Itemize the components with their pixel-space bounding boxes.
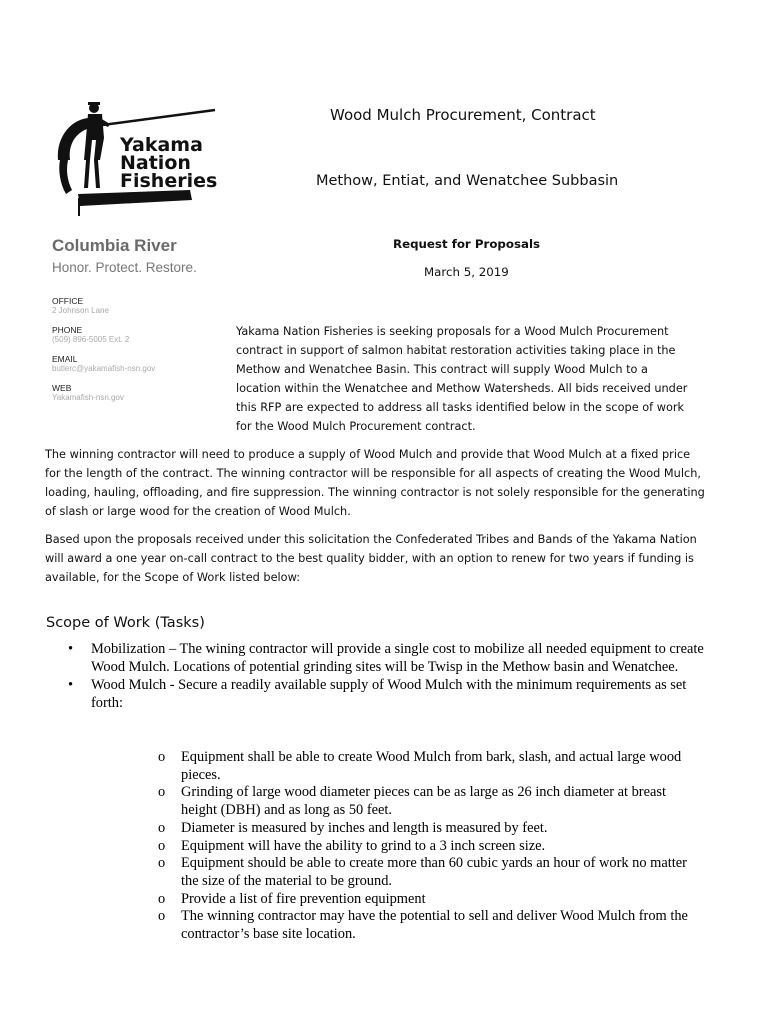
sub-bullet-marker: o bbox=[158, 784, 166, 801]
rfp-heading: Request for Proposals bbox=[393, 237, 541, 251]
document-subtitle: Methow, Entiat, and Wenatchee Subbasin bbox=[316, 173, 619, 189]
award-paragraph: Based upon the proposals received under this solicitation the Confederated Tribes and Bands of the Yakama Nation will award a one year on-call contract to the best quality bidder, with an option to renew for two years if funding is available, for the Scope of Work listed below: bbox=[45, 533, 697, 584]
list-item bbox=[158, 891, 698, 909]
logo-text-line2: Nation bbox=[120, 152, 191, 174]
email-value[interactable]: butlerc@yakamafish-nsn.gov bbox=[52, 364, 156, 373]
sub-item-text: Diameter is measured by inches and length is measured by feet. bbox=[181, 819, 548, 836]
logo-text-line3: Fisheries bbox=[120, 170, 218, 192]
bullet-text: Wood Mulch - Secure a readily available supply of Wood Mulch with the minimum requirements as set forth: bbox=[91, 677, 687, 711]
document-date: March 5, 2019 bbox=[424, 265, 509, 279]
email-label: EMAIL bbox=[52, 354, 78, 364]
list-item bbox=[64, 676, 704, 712]
document-title: Wood Mulch Procurement, Contract bbox=[330, 106, 596, 124]
sub-bullet-marker: o bbox=[158, 890, 166, 907]
sub-bullet-marker: o bbox=[158, 908, 166, 925]
bullet-text: Mobilization – The wining contractor will provide a single cost to mobilize all needed equipment to create Wood Mulch. Locations of potential grinding sites will be Twisp in the Methow basin and Wenatchee. bbox=[91, 641, 704, 675]
sub-item-text: Equipment should be able to create more than 60 cubic yards an hour of work no matter the size of the material to be ground. bbox=[181, 855, 687, 889]
org-name: Columbia River bbox=[52, 236, 177, 255]
scope-bullet-list bbox=[64, 640, 704, 712]
yakama-nation-fisheries-logo bbox=[50, 98, 220, 218]
sub-item-text: Equipment will have the ability to grind to a 3 inch screen size. bbox=[181, 837, 546, 854]
list-item bbox=[158, 749, 698, 784]
list-item bbox=[158, 855, 698, 890]
intro-paragraph: Yakama Nation Fisheries is seeking proposals for a Wood Mulch Procurement contract in support of salmon habitat restoration activities taking place in the Methow and Wenatchee Basin. This contract will supply Wood Mulch to a location within the Wenatchee and Methow Watersheds. All bids received under this RFP are expected to address all tasks identified below in the scope of work for the Wood Mulch Procurement contract. bbox=[236, 325, 688, 433]
org-tagline: Honor. Protect. Restore. bbox=[52, 260, 197, 275]
sub-bullet-marker: o bbox=[158, 837, 166, 854]
phone-label: PHONE bbox=[52, 325, 83, 335]
sub-item-text: Provide a list of fire prevention equipment bbox=[181, 890, 426, 907]
phone-value: (509) 896-5005 Ext. 2 bbox=[52, 335, 130, 344]
contractor-paragraph: The winning contractor will need to produce a supply of Wood Mulch and provide that Wood Mulch at a fixed price for the length of the contract. The winning contractor will be responsible for all aspects of creating the Wood Mulch, loading, hauling, offloading, and fire suppression. The winning contractor is not solely responsible for the generating of slash or large wood for the creation of Wood Mulch. bbox=[45, 448, 705, 518]
list-item bbox=[158, 820, 698, 838]
office-label: OFFICE bbox=[52, 296, 84, 306]
list-item bbox=[158, 784, 698, 819]
list-item bbox=[158, 838, 698, 856]
web-label: WEB bbox=[52, 383, 72, 393]
office-value: 2 Johnson Lane bbox=[52, 306, 109, 315]
list-item bbox=[158, 908, 698, 943]
sub-item-text: Equipment shall be able to create Wood Mulch from bark, slash, and actual large wood pieces. bbox=[181, 749, 682, 783]
wood-mulch-requirements-list bbox=[158, 749, 698, 944]
sub-bullet-marker: o bbox=[158, 749, 166, 765]
web-value[interactable]: Yakamafish-nsn.gov bbox=[52, 393, 124, 402]
bullet-marker: • bbox=[68, 641, 74, 657]
sub-bullet-marker: o bbox=[158, 855, 166, 872]
logo-text-line1: Yakama bbox=[120, 134, 203, 156]
list-item bbox=[64, 640, 704, 676]
bullet-marker: • bbox=[68, 677, 74, 693]
sub-bullet-marker: o bbox=[158, 819, 166, 836]
sub-item-text: Grinding of large wood diameter pieces can be as large as 26 inch diameter at breast height (DBH) and as long as 50 feet. bbox=[181, 784, 666, 819]
scope-heading: Scope of Work (Tasks) bbox=[46, 615, 205, 631]
sub-item-text: The winning contractor may have the potential to sell and deliver Wood Mulch from the contractor’s base site location. bbox=[181, 908, 688, 943]
